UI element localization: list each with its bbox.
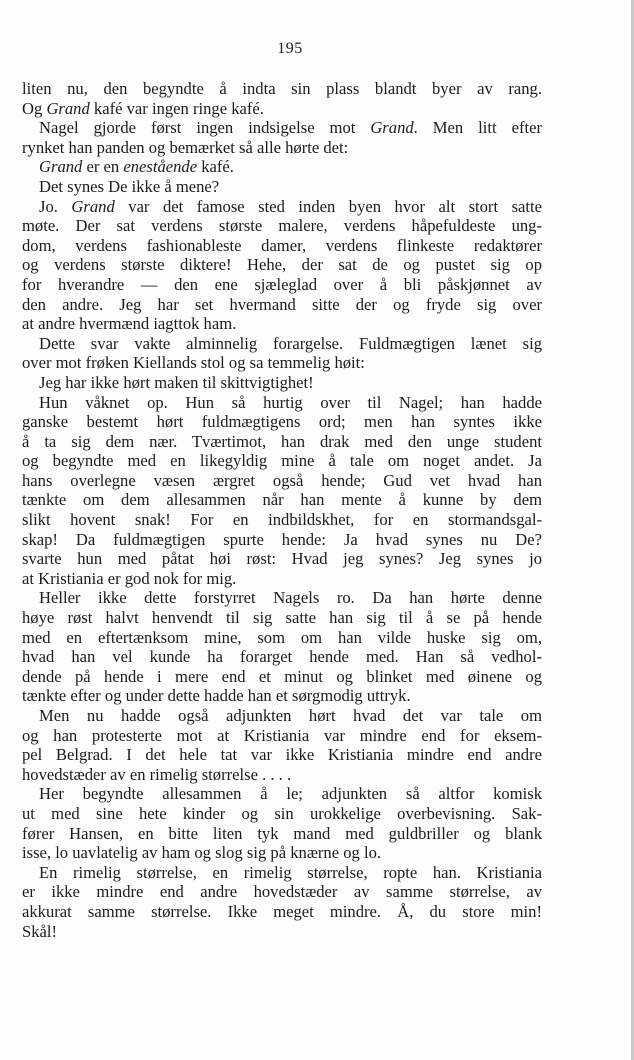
text-line [22, 236, 542, 256]
text-run: Men nu hadde også adjunkten hørt hvad det var tale om [39, 706, 542, 725]
text-line [22, 608, 542, 628]
text-run: Hun våknet op. Hun så hurtig over til Nagel; han hadde [39, 392, 542, 412]
text-line [22, 79, 542, 99]
text-run: fører Hansen, en bitte liten tyk mand med guldbriller og blank [22, 823, 542, 843]
text-line [22, 314, 542, 334]
text-line [22, 549, 542, 569]
italic-text: enestående [123, 157, 198, 177]
text-line [22, 295, 542, 315]
text-run: liten nu, den begyndte å indta sin plass blandt byer av rang. [22, 79, 542, 98]
text-run: hans overlegne væsen ærgret også hende; Gud vet hvad han [22, 470, 542, 490]
text-line [22, 706, 542, 726]
italic-text: Grand [370, 118, 414, 138]
text-run: svarte hun med påtat høi røst: Hvad jeg synes? Jeg synes jo [22, 549, 542, 569]
text-line [22, 647, 542, 667]
text-run: at andre hvermænd iagttok ham. [22, 314, 237, 334]
text-run: møte. Der sat verdens største malere, verdens håpefuldeste ung- [22, 216, 542, 236]
text-line [22, 432, 542, 452]
text-run: er ikke mindre end andre hovedstæder av samme størrelse, av [22, 882, 542, 902]
text-line [22, 490, 542, 510]
text-run: . Men litt efter [413, 118, 542, 138]
text-run: med en eftertænksom mine, som om han vilde huske sig om, [22, 627, 542, 647]
text-line [22, 863, 542, 883]
text-line [22, 157, 542, 177]
text-run: den andre. Jeg har set hvermand sitte der og fryde sig over [22, 294, 542, 314]
text-run: tænkte efter og under dette hadde han et sørgmodig uttryk. [22, 686, 411, 706]
text-run: var det famose sted inden byen hvor alt stort satte [114, 196, 542, 216]
text-line [22, 667, 542, 687]
text-line [22, 393, 542, 413]
text-run: og begyndte med en likegyldig mine å tale om noget andet. Ja [22, 451, 542, 471]
text-run: skap! Da fuldmægtigen spurte hende: Ja hvad synes nu De? [22, 529, 542, 549]
text-run: Og [22, 98, 47, 118]
text-run: tænkte om dem allesammen når han mente å kunne by dem [22, 490, 542, 510]
italic-text: Grand [46, 98, 90, 118]
text-run: En rimelig størrelse, en rimelig størrelse, ropte han. Kristiania [39, 862, 542, 882]
italic-text: Grand [71, 196, 115, 216]
text-run: Her begyndte allesammen å le; adjunkten så altfor komisk [39, 784, 542, 804]
text-line [22, 824, 542, 844]
text-line [22, 765, 542, 785]
text-line [22, 530, 542, 550]
text-line [22, 138, 542, 158]
text-run: hvad han vel kunde ha forarget hende med. Han så vedhol- [22, 647, 542, 667]
text-line [22, 882, 542, 902]
text-line [22, 745, 542, 765]
text-run: isse, lo uavlatelig av ham og slog sig på knærne og lo. [22, 843, 382, 863]
text-run: ganske bestemt hørt fuldmægtigens ord; men han syntes ikke [22, 412, 542, 432]
text-line [22, 451, 542, 471]
text-run: rynket han panden og bemærket så alle hørte det: [22, 137, 349, 157]
text-line [22, 353, 542, 373]
text-run: å ta sig dem nær. Tværtimot, han drak med den unge student [22, 431, 542, 451]
text-run: kafé var ingen ringe kafé. [89, 98, 264, 118]
text-run: dom, verdens fashionableste damer, verdens flinkeste redaktører [22, 235, 542, 255]
text-run: over mot frøken Kiellands stol og sa temmelig høit: [22, 353, 365, 373]
text-run: Nagel gjorde først ingen indsigelse mot [39, 118, 371, 138]
text-line [22, 177, 542, 197]
text-line [22, 99, 542, 119]
text-line [22, 275, 542, 295]
text-run: pel Belgrad. I det hele tat var ikke Kristiania mindre end andre [22, 745, 542, 765]
text-line [22, 726, 542, 746]
text-line [22, 569, 542, 589]
text-line [22, 902, 542, 922]
text-run: for hverandre — den ene sjæleglad over å bli påskjønnet av [22, 274, 542, 294]
text-line [22, 843, 542, 863]
text-run: og han protesterte mot at Kristiania var mindre end for eksem- [22, 725, 542, 745]
text-line [22, 686, 542, 706]
text-line [22, 471, 542, 491]
text-line [22, 255, 542, 275]
text-line [22, 334, 542, 354]
text-run: kafé. [197, 157, 234, 177]
text-run: Det synes De ikke å mene? [39, 176, 220, 196]
text-run: dende på hende i mere end et minut og blinket med øinene og [22, 666, 542, 686]
text-line [22, 784, 542, 804]
text-line [22, 373, 542, 393]
text-line [22, 804, 542, 824]
text-run: og verdens største diktere! Hehe, der sat de og pustet sig op [22, 255, 542, 275]
page-number: 195 [277, 40, 303, 57]
text-run: ut med sine hete kinder og sin urokkelige overbevisning. Sak- [22, 803, 542, 823]
body-text [22, 79, 542, 941]
text-line [22, 118, 542, 138]
text-line [22, 510, 542, 530]
italic-text: Grand [39, 157, 83, 177]
text-line [22, 922, 542, 942]
text-run: høye røst halvt henvendt til sig satte han sig til å se på hende [22, 608, 542, 628]
text-line [22, 412, 542, 432]
text-run: Skål! [22, 921, 58, 941]
text-run: Jeg har ikke hørt maken til skittvigtighet! [39, 372, 314, 392]
text-line [22, 628, 542, 648]
text-run: slikt hovent snak! For en indbildskhet, for en stormandsgal- [22, 510, 542, 530]
text-run: at Kristiania er god nok for mig. [22, 568, 237, 588]
text-line [22, 588, 542, 608]
text-run: akkurat samme størrelse. Ikke meget mindre. Å, du store min! [22, 901, 542, 921]
text-run: Jo. [39, 196, 72, 216]
text-run: Dette svar vakte alminnelig forargelse. Fuldmægtigen lænet sig [39, 333, 542, 353]
text-line [22, 216, 542, 236]
text-line [22, 197, 542, 217]
text-run: Heller ikke dette forstyrret Nagels ro. Da han hørte denne [39, 588, 542, 608]
text-run: hovedstæder av en rimelig størrelse . . . . [22, 764, 292, 784]
text-run: er en [82, 157, 124, 177]
